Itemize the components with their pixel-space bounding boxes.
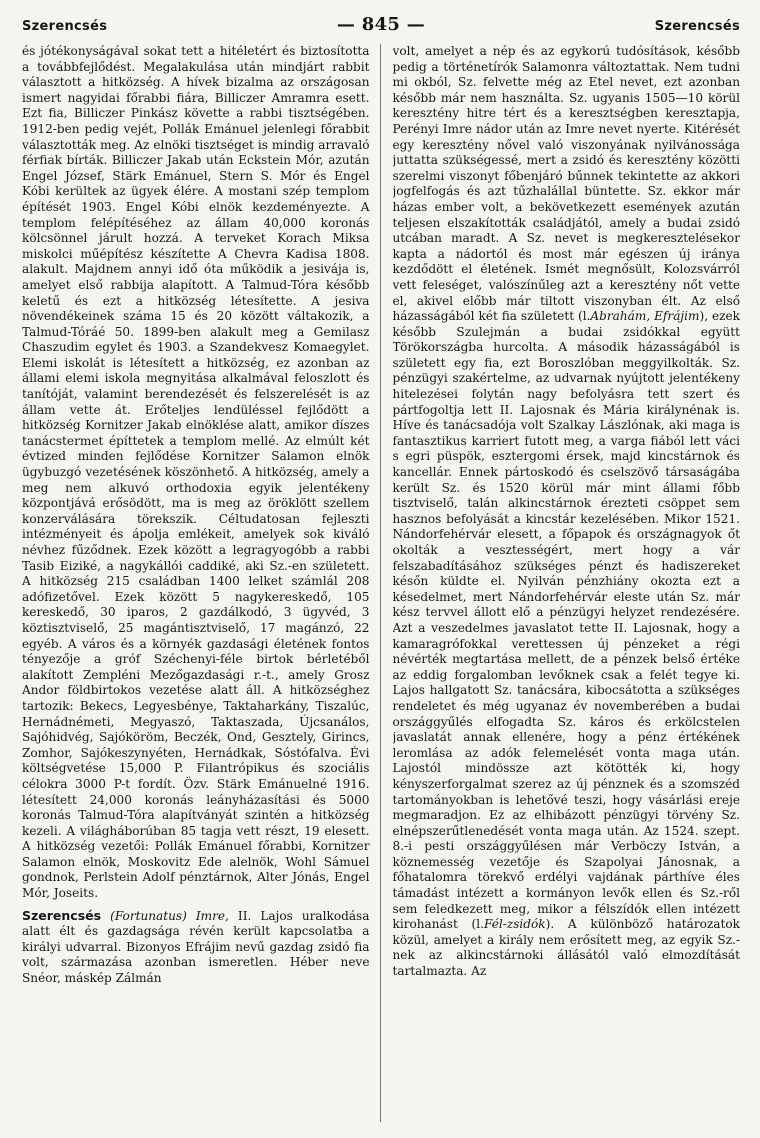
running-head-right: Szerencsés: [654, 19, 740, 34]
text-segment: ). A különböző határozatok közül, amelyet a király nem erősített meg, az egyik Sz.-nek az alkincstárnoki állásától való elmozdítását tartalmazta. Az: [392, 917, 740, 979]
paragraph: [393, 44, 741, 980]
running-head-left: Szerencsés: [22, 19, 108, 34]
paragraph: és jótékonyságával sokat tett a hitéletért és biztosította a továbbfejlődést. Megalakulása után mindjárt rabbit választott a hitközség. A hívek bizalma az országosan ismert nagyidai főrabbi fiára, Billiczer Amramra esett. Ezt fia, Billiczer Pinkász követte a rabbi tisztségében. 1912-ben pedig vejét, Pollák Emánuel jelenlegi főrabbit választották meg. Az elnöki tisztséget is mindig arravaló férfiak bírták. Billiczer Jakab után Eckstein Mór, azután Engel József, Stärk Emánuel, Stern S. Mór és Engel Kóbi kerültek az ügyek élére. A mostani szép templom építését 1903. Engel Kóbi elnök kezdeményezte. A templom felépítéséhez az állam 40,000 koronás kölcsönnel járult hozzá. A terveket Korach Miksa miskolci műépítész készítette A Chevra Kadisa 1808. alakult. Majdnem annyi idő óta működik a jesivája is, amelyet első rabbija alapított. A Talmud-Tóra később keletű és ezt a hitközség létesítette. A jesiva növendékeinek száma 15 és 20 között váltakozik, a Talmud-Tóráé 50. 1899-ben alakult meg a Gemilasz Chaszudim egylet és 1903. a Szandekvesz Komaegylet. Elemi iskolát is létesített a hitközség, ez azonban az állami elemi iskola megnyitása alkalmával feloszlott és tanítóját, valamint berendezését és felszerelését is az állam vette át. Erőteljes lendüléssel fejlődött a hitközség Kornitzer Jakab elnöklése alatt, amikor díszes tanácstermet építtetek a templom mellé. Az elmúlt két évtized minden fejlődése Kornitzer Salamon elnök ügybuzgó vezetésének köszönhető. A hitközség, amely a meg nem alkuvó orthodoxia egyik jelentékeny központjává erősödött, ma is meg az öröklött szellem konzerválására törekszik. Céltudatosan fejleszti intézményeit és ápolja emlékeit, amelyek sok kiváló névhez fűződnek. Ezek között a legragyogóbb a rabbi Tasib Eiziké, a nagykállói caddiké, aki Sz.-en született. A hitközség 215 családban 1400 lelket számlál 208 adófizetővel. Ezek között 5 nagykereskedő, 105 kereskedő, 30 iparos, 2 gazdálkodó, 3 ügyvéd, 3 köztisztviselő, 25 magántisztviselő, 17 magánzó, 22 egyéb. A város és a környék gazdasági életének fontos tényezője a gróf Széchenyi-féle birtok bérletéből alakított Zempléni Mezőgazdasági r.-t., amely Grosz Andor földbirtokos vezetése alatt áll. A hitközséghez tartozik: Bekecs, Legyesbénye, Taktaharkány, Tiszalúc, Hernádnémeti, Megyaszó, Taktaszada, Újcsanálos, Sajóhidvég, Sajóköröm, Beczék, Ond, Gesztely, Girincs, Zomhor, Sajókeszynyéten, Hernádkak, Sóstófalva. Évi költségvetése 15,000 P. Filantrópikus és szociális célokra 3000 P-t fordít. Özv. Stärk Emánuelné 1916. létesített 24,000 koronás leányházasítási és 5000 koronás Talmud-Tóra alapítványát szintén a hitközség kezeli. A világháborúban 85 tagja vett részt, 19 elesett. A hitközség vezetői: Pollák Emánuel főrabbi, Kornitzer Salamon elnök, Moskovitz Ede alelnök, Wohl Sámuel gondnok, Perlstein Adolf pénztárnok, Alter Jónás, Engel Mór, Joseits.: [22, 44, 370, 901]
cross-reference[interactable]: Abrahám, Efrájim: [590, 309, 700, 324]
text-columns: [22, 44, 740, 1122]
page-number: — 845 —: [336, 14, 426, 35]
entry-variant: (Fortunatus) Imre,: [110, 908, 229, 923]
entry-text: II. Lajos uralkodása alatt élt és gazdagsága révén került kapcsolatba a királyi udvarral. Bizonyos Efrájim nevű gazdag zsidó fia volt, származása azonban ismeretlen. Héber neve Snéor, máskép Zálmán: [22, 908, 370, 986]
text-segment: ), ezek később Szulejmán a budai zsidókkal együtt Törökországba hurcolta. A második házasságából is született egy fia, ezt Boroszlóban meggyilkolták. Sz. pénzügyi szakértelme, az udvarnak nyújtott jelentékeny hitelezései folytán nagy befolyásra tett szert és pártfogoltja lett II. Lajosnak és Mária királynénak is. Híve és tanácsadója volt Szalkay Lászlónak, aki maga is fantasztikus karriert futott meg, a varga fiából lett váci s egri püspök, esztergomi érsek, majd kincstárnok és kancellár. Ennek pártoskodó és cselszövő társaságába került Sz. és 1520 körül már mint állami főbb tisztviselő, talán alkincstárnok érezteti csöppet sem hasznos befolyását a kincstár kezelésében. Mikor 1521. Nándorfehérvár elesett, a főpapok és országnagyok őt okolták a vesztességért, mert hogy a vár felszabadításához szükséges pénzt és hadiszereket későn küldte el. Nyilván pénzhiány okozta ezt a késedelmet, mert Nándorfehérvár eleste után Sz. már kész tervvel állott elő a pénzügyi helyzet rendezésére. Azt a veszedelmes javaslatot tette II. Lajosnak, hogy a kamaragrófokkal verettessen új pénzeket a régi névérték megtartása mellett, de a pénzek belső értéke az eddig forgalomban levőknek csak a felét tegye ki. Lajos hallgatott Sz. tanácsára, kibocsátotta a szükséges rendeletet és még ugyanaz év novemberében a budai országgyűlés elfogadta Sz. káros és erkölcstelen javaslatát annak ellenére, hogy a pénz értékének leromlása az adók felemelését vonta maga után. Lajostól mindössze azt kötötték ki, hogy kényszerforgalmat szerez az új pénznek és a szomszéd tartományokban is lehetővé teszi, hogy vásárlási ereje megmaradjon. Ez az elhibázott pénzügyi törvény Sz. elnépszerűtlenedését vonta maga után. Az 1524. szept. 8.-i pesti országgyűlésen már Verböczy István, a köznemesség vezetője és Szapolyai Jánosnak, a főhatalomra törekvő erdélyi vajdának párthíve éles támadást intézett a kormányon levők ellen és Sz.-ről sem feledkezett meg, mikor a félszídók ellen intézett kirohanást (l.: [392, 309, 740, 932]
page-header: [22, 14, 740, 44]
right-column: [393, 44, 741, 1122]
text-segment: volt, amelyet a nép és az egykorú tudósítások, később pedig a történetírók Salamonra változtattak. Nem tudni mi okból, Sz. felvette még az Etel nevet, ezt azonban később már nem használta. Sz. ugyanis 1505—10 körül keresztény hitre tért és a keresztségben keresztapja, Perényi Imre nádor után az Imre nevet nyerte. Kitérését egy keresztény nővel való viszonyának nyilvánossága juttatta szükségessé, mert a zsidó és keresztény közötti szerelmi viszonyt főbenjáró bűnnek tekintette az akkori jogfelfogás és azt tűzhalállal büntette. Sz. ekkor már házas ember volt, a bekövetkezett események azután teljesen elszakították családjától, amely a budai zsidó utcában maradt. A Sz. nevet is megkeresztelésekor kapta a nádortól és most már egészen új iránya kezdődött el életének. Ismét megnősült, Kolozsvárról vett feleséget, valószínűleg azt a keresztény nőt vette el, akivel előbb már tiltott viszonyban élt. Az első házasságából két fia született (l.: [392, 44, 740, 324]
entry-headword: Szerencsés: [22, 907, 102, 923]
left-column: [22, 44, 381, 1122]
dictionary-entry: [22, 908, 370, 987]
cross-reference[interactable]: Fél-zsidók: [483, 917, 546, 932]
